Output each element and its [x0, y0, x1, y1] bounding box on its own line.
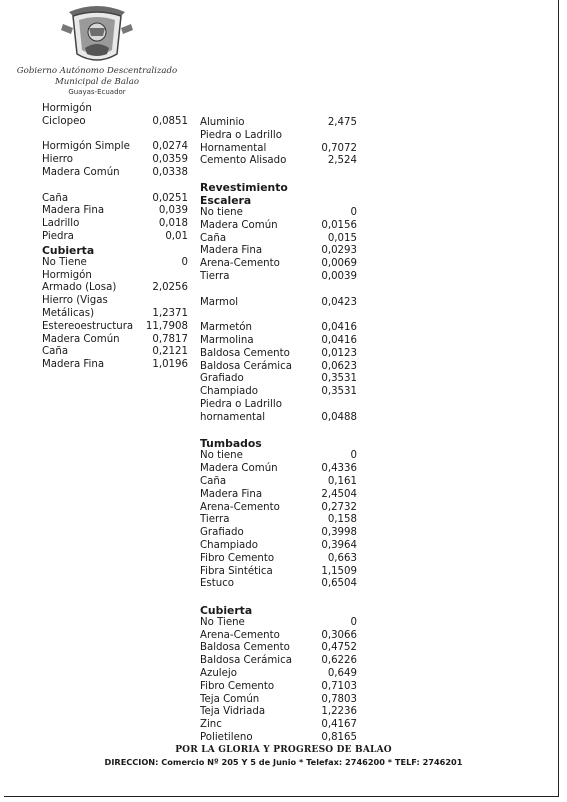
- table-row: [200, 642, 357, 655]
- coefficient-value: 0,3066: [321, 629, 357, 641]
- material-label: Arena-Cemento: [200, 258, 280, 270]
- table-row: [42, 218, 188, 231]
- coefficient-value: 0,649: [327, 668, 357, 680]
- material-label: Teja Común: [200, 693, 260, 705]
- footer-address: DIRECCION: Comercio Nº 205 Y 5 de Junio * Telefax: 2746200 * TELF: 2746201: [104, 757, 463, 767]
- table-row: [200, 220, 357, 233]
- table-row: [200, 719, 357, 732]
- coefficient-value: 2,475: [327, 117, 357, 128]
- row-gap: [200, 309, 357, 322]
- material-label: Baldosa Cerámica: [200, 360, 292, 372]
- coefficient-value: 0,01: [165, 230, 188, 242]
- coefficient-value: 0,0423: [321, 296, 357, 308]
- table-row: [42, 116, 188, 129]
- left-column: [42, 103, 188, 372]
- table-row: [200, 348, 357, 361]
- coefficient-value: 0,0359: [152, 154, 188, 166]
- material-label: Marmetón: [200, 322, 252, 334]
- coefficient-value: 0,0251: [152, 192, 188, 204]
- material-label: Fibro Cemento: [200, 552, 275, 564]
- table-row: [200, 655, 357, 668]
- table-row: [200, 566, 357, 579]
- table-row: [200, 630, 357, 643]
- table-row: [200, 297, 357, 310]
- material-label: Grafiado: [200, 373, 244, 385]
- table-row: [42, 231, 188, 244]
- material-label: Piedra o Ladrillo: [200, 398, 282, 410]
- material-label: Aluminio: [200, 117, 245, 128]
- coefficient-value: 2,4504: [321, 488, 357, 500]
- material-label: Baldosa Cemento: [200, 642, 290, 654]
- material-label: No Tiene: [42, 256, 87, 268]
- row-gap: [200, 168, 357, 181]
- org-name-line1: Gobierno Autónomo Descentralizado: [16, 66, 178, 76]
- material-label: Armado (Losa): [42, 282, 117, 294]
- material-label: Madera Común: [200, 463, 278, 475]
- material-label: Madera Común: [200, 219, 278, 231]
- right-column: [200, 117, 357, 745]
- table-row: [42, 308, 188, 321]
- coefficient-value: 0: [350, 450, 357, 462]
- table-row: [42, 257, 188, 270]
- table-row: [42, 359, 188, 372]
- coefficient-value: 1,2236: [321, 706, 357, 718]
- table-row: [200, 143, 357, 156]
- municipal-seal-logo: [59, 4, 135, 66]
- material-label: No tiene: [200, 450, 243, 462]
- table-row: [200, 706, 357, 719]
- material-label: Hormigón: [42, 269, 92, 281]
- material-label: Madera Común: [42, 333, 120, 345]
- material-label: Madera Fina: [42, 205, 105, 217]
- coefficient-value: 0,015: [327, 232, 357, 244]
- section-heading-label: Revestimiento: [200, 180, 288, 194]
- material-label: Azulejo: [200, 668, 237, 680]
- material-label: Madera Fina: [42, 359, 105, 371]
- table-row: [200, 271, 357, 284]
- material-label: Tierra: [200, 514, 230, 526]
- coefficient-value: 0,018: [158, 218, 188, 230]
- material-label: Fibro Cemento: [200, 680, 275, 692]
- material-label: Caña: [200, 475, 227, 487]
- table-row: [200, 117, 357, 130]
- material-label: Piedra: [42, 230, 74, 242]
- table-row: [200, 540, 357, 553]
- table-row: [200, 322, 357, 335]
- coefficient-value: 1,1509: [321, 565, 357, 577]
- material-label: Hornamental: [200, 142, 267, 154]
- coefficient-value: 0,4752: [321, 642, 357, 654]
- table-row: [200, 361, 357, 374]
- coefficient-value: 0,3964: [321, 539, 357, 551]
- table-row: [42, 167, 188, 180]
- table-row: [200, 245, 357, 258]
- material-label: Piedra o Ladrillo: [200, 129, 282, 141]
- coefficient-value: 0,0156: [321, 219, 357, 231]
- letterhead: [12, 4, 182, 97]
- material-label: Baldosa Cemento: [200, 347, 290, 359]
- table-row: [200, 553, 357, 566]
- table-row: [42, 103, 188, 116]
- coefficient-value: 0,0039: [321, 270, 357, 282]
- section-heading: [200, 604, 357, 617]
- row-gap: [200, 425, 357, 438]
- coefficient-value: 2,524: [327, 155, 357, 167]
- coefficient-value: 0,0416: [321, 322, 357, 334]
- coefficient-value: 0,7803: [321, 693, 357, 705]
- section-heading: [42, 244, 188, 257]
- coefficient-value: 0,0069: [321, 258, 357, 270]
- coefficient-value: 0,158: [327, 514, 357, 526]
- table-row: [200, 694, 357, 707]
- coefficient-value: 0,3531: [321, 373, 357, 385]
- coefficient-value: 0: [350, 206, 357, 218]
- material-label: Tierra: [200, 270, 230, 282]
- coefficient-value: 1,2371: [152, 307, 188, 319]
- section-heading-label: Tumbados: [200, 437, 262, 451]
- table-row: [200, 373, 357, 386]
- row-gap: [200, 284, 357, 297]
- material-label: Hormigón: [42, 103, 92, 114]
- table-row: [42, 282, 188, 295]
- material-label: No Tiene: [200, 616, 245, 628]
- section-heading-label: Cubierta: [42, 243, 95, 257]
- material-label: Hierro (Vigas: [42, 295, 108, 307]
- material-label: Arena-Cemento: [200, 501, 280, 513]
- table-row: [42, 154, 188, 167]
- table-row: [42, 193, 188, 206]
- material-label: Estuco: [200, 578, 235, 590]
- material-label: Madera Común: [42, 166, 120, 178]
- material-label: Metálicas): [42, 307, 95, 319]
- table-row: [42, 270, 188, 283]
- coefficient-value: 11,7908: [145, 320, 188, 332]
- coefficient-value: 0,4167: [321, 719, 357, 731]
- material-label: Arena-Cemento: [200, 629, 280, 641]
- table-row: [200, 668, 357, 681]
- coefficient-value: 0,6504: [321, 578, 357, 590]
- section-heading: [200, 181, 357, 194]
- material-label: Cemento Alisado: [200, 155, 287, 167]
- table-row: [200, 155, 357, 168]
- coefficient-value: 0,0274: [152, 141, 188, 153]
- coefficient-value: 0,0293: [321, 245, 357, 257]
- table-row: [200, 578, 357, 591]
- table-row: [200, 335, 357, 348]
- section-heading: [200, 437, 357, 450]
- material-label: Baldosa Cerámica: [200, 655, 292, 667]
- table-row: [200, 233, 357, 246]
- coefficient-value: 2,0256: [152, 282, 188, 294]
- table-row: [42, 334, 188, 347]
- coefficient-value: 0: [181, 256, 188, 268]
- coefficient-value: 0,663: [327, 552, 357, 564]
- material-label: Hierro: [42, 154, 73, 166]
- table-row: [200, 386, 357, 399]
- coefficient-value: 0,039: [158, 205, 188, 217]
- material-label: Caña: [200, 232, 227, 244]
- coefficient-value: 0,0416: [321, 334, 357, 346]
- material-label: Madera Fina: [200, 488, 263, 500]
- coefficient-value: 0,0338: [152, 166, 188, 178]
- material-label: Champiado: [200, 386, 258, 398]
- row-gap: [200, 591, 357, 604]
- table-row: [42, 321, 188, 334]
- material-label: Caña: [42, 192, 69, 204]
- coefficient-value: 0,0623: [321, 360, 357, 372]
- table-row: [200, 463, 357, 476]
- footer-motto: POR LA GLORIA Y PROGRESO DE BALAO: [175, 745, 392, 755]
- table-row: [42, 141, 188, 154]
- coefficient-value: 0,161: [327, 475, 357, 487]
- table-row: [42, 346, 188, 359]
- coefficient-value: 0,0488: [321, 411, 357, 423]
- table-row: [200, 489, 357, 502]
- coefficient-value: 0,4336: [321, 463, 357, 475]
- material-label: No tiene: [200, 206, 243, 218]
- coefficient-value: 0,8165: [321, 732, 357, 744]
- material-label: Marmolina: [200, 334, 254, 346]
- coefficient-value: 0,2121: [152, 346, 188, 358]
- material-label: Fibra Sintética: [200, 565, 273, 577]
- material-label: Teja Vidriada: [200, 706, 266, 718]
- table-row: [200, 476, 357, 489]
- table-row: [42, 205, 188, 218]
- material-label: Hormigón Simple: [42, 141, 130, 153]
- coefficient-value: 0,3531: [321, 386, 357, 398]
- section-heading-label: Cubierta: [200, 603, 253, 617]
- material-label: Champiado: [200, 539, 258, 551]
- coefficient-value: 0,7103: [321, 680, 357, 692]
- coefficient-value: 0,0123: [321, 347, 357, 359]
- material-label: Marmol: [200, 296, 239, 308]
- table-row: [200, 207, 357, 220]
- material-label: Grafiado: [200, 527, 244, 539]
- coefficient-value: 0,7817: [152, 333, 188, 345]
- table-row: [200, 681, 357, 694]
- table-row: [200, 258, 357, 271]
- coefficient-value: 0,3998: [321, 527, 357, 539]
- material-label: Ladrillo: [42, 218, 80, 230]
- table-row: [200, 732, 357, 745]
- coefficient-value: 1,0196: [152, 359, 188, 371]
- table-row: [42, 295, 188, 308]
- table-row: [200, 617, 357, 630]
- coefficient-value: 0,7072: [321, 142, 357, 154]
- table-row: [200, 130, 357, 143]
- material-label: Caña: [42, 346, 69, 358]
- material-label: Zinc: [200, 719, 222, 731]
- section-heading: [200, 194, 357, 207]
- material-label: Polietileno: [200, 732, 253, 744]
- row-gap: [42, 180, 188, 193]
- coefficient-value: 0,6226: [321, 655, 357, 667]
- row-gap: [42, 129, 188, 142]
- table-row: [200, 527, 357, 540]
- table-row: [200, 450, 357, 463]
- coefficient-value: 0,0851: [152, 115, 188, 127]
- org-location: Guayas-Ecuador: [68, 88, 126, 96]
- section-heading-label: Escalera: [200, 193, 252, 207]
- material-label: Ciclopeo: [42, 115, 86, 127]
- material-label: Madera Fina: [200, 245, 263, 257]
- org-name-line2: Municipal de Balao: [54, 77, 140, 87]
- material-label: Estereoestructura: [42, 320, 134, 332]
- coefficient-value: 0: [350, 616, 357, 628]
- table-row: [200, 399, 357, 412]
- coefficient-value: 0,2732: [321, 501, 357, 513]
- material-label: hornamental: [200, 411, 266, 423]
- table-row: [200, 412, 357, 425]
- table-row: [200, 514, 357, 527]
- table-row: [200, 502, 357, 515]
